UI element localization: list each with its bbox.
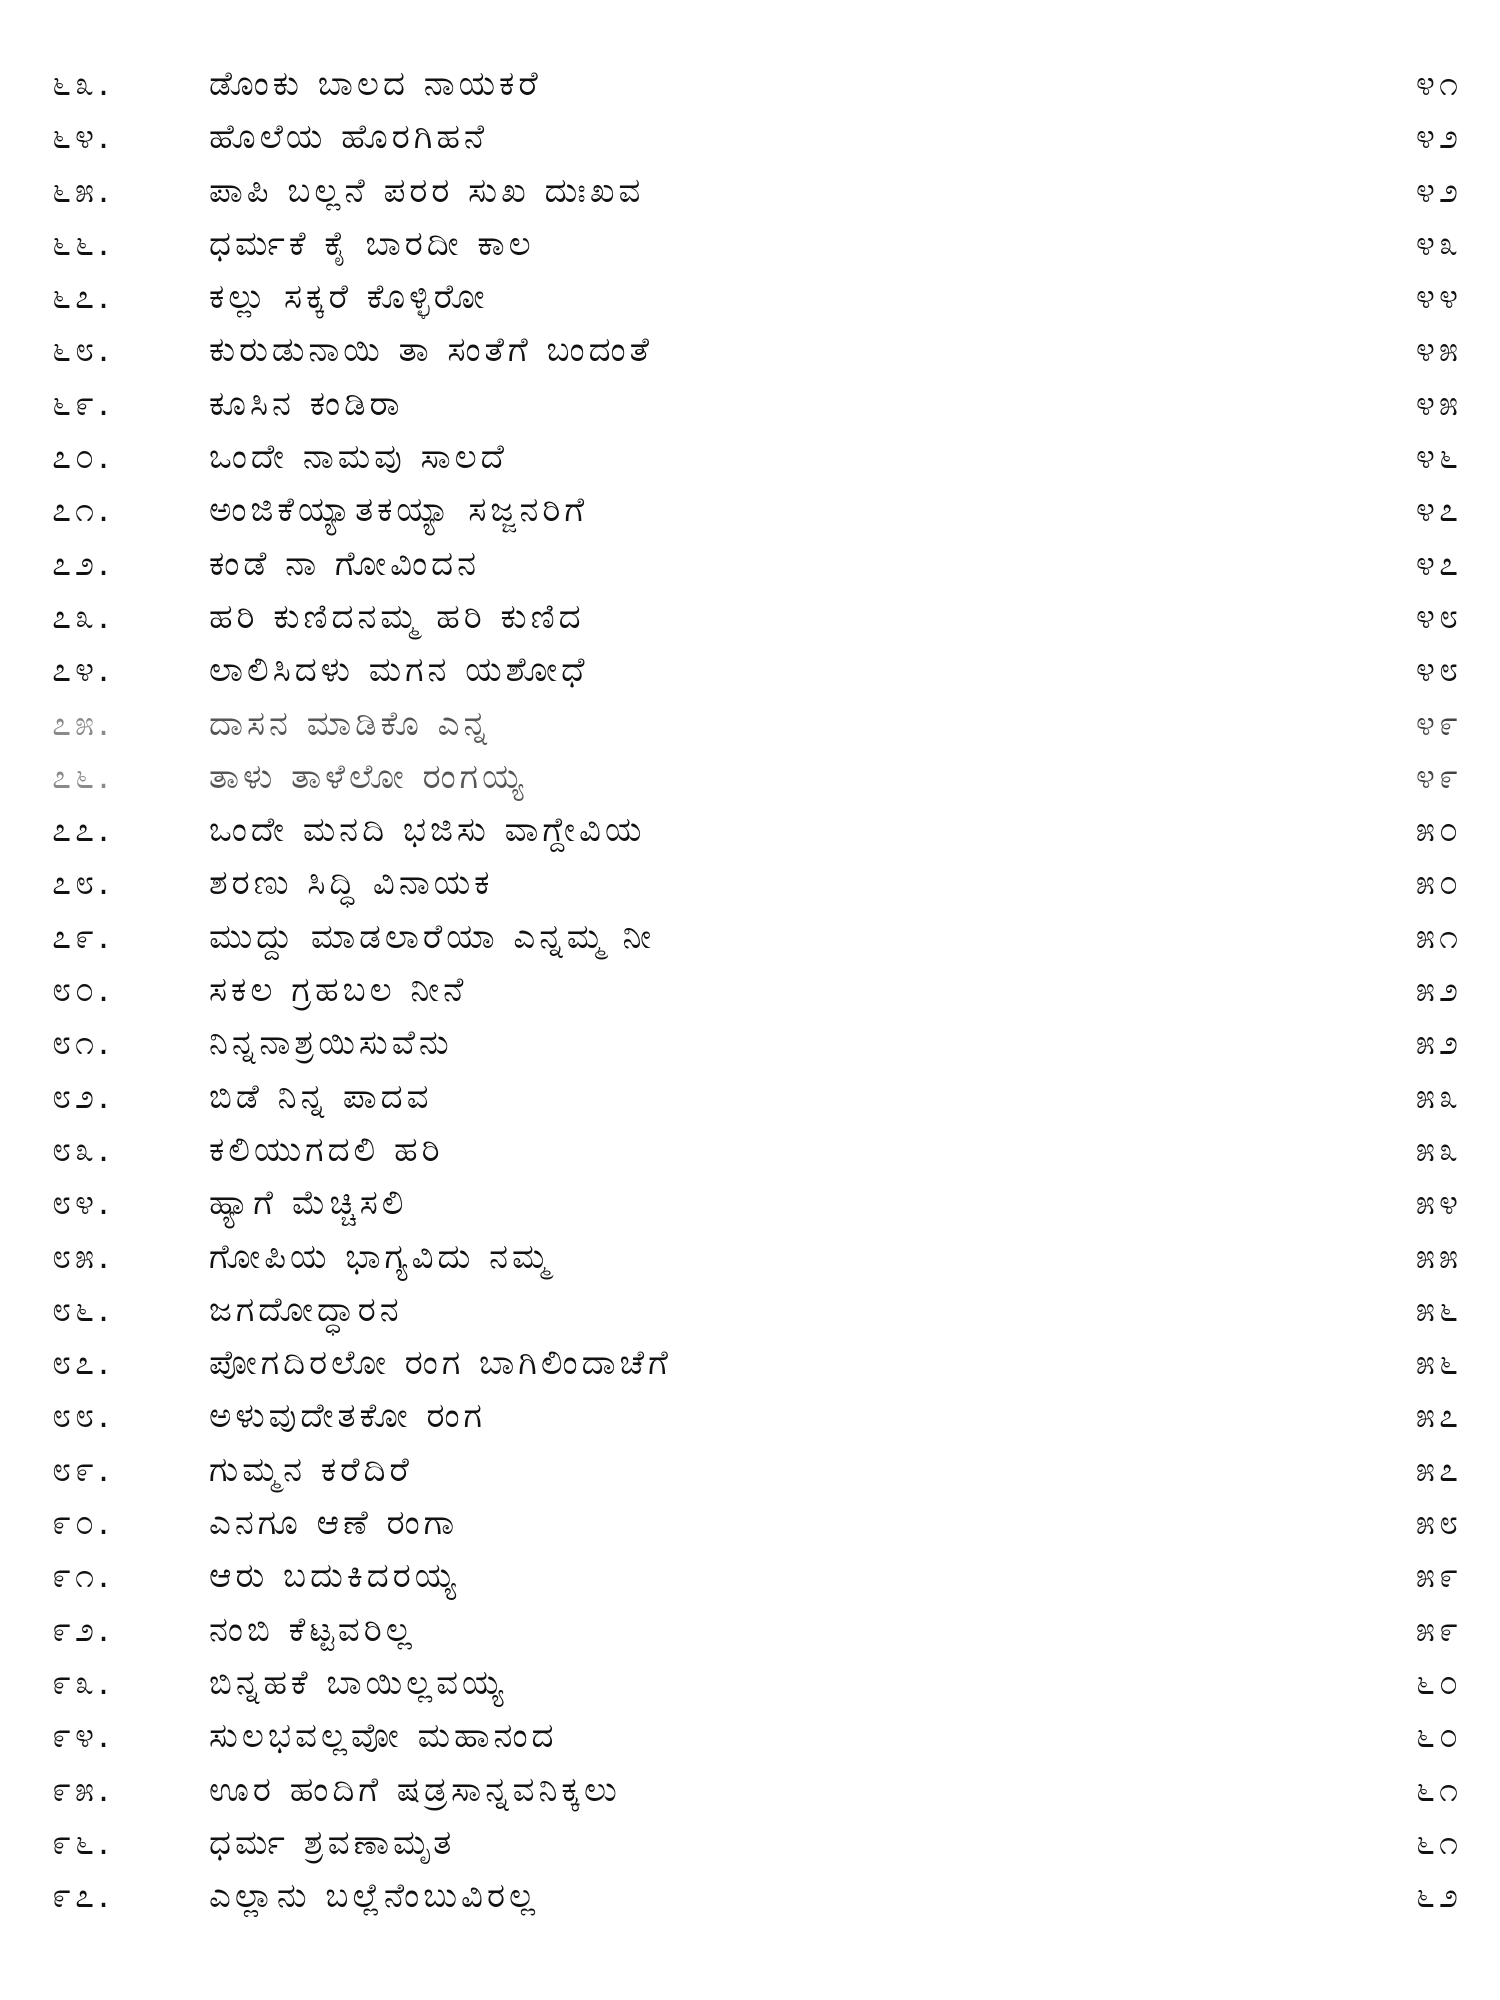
entry-page-number: ೬೧ [1415, 1822, 1462, 1863]
entry-page-number: ೪೯ [1415, 703, 1462, 744]
entry-title: ಕುರುಡುನಾಯಿ ತಾ ಸಂತೆಗೆ ಬಂದಂತೆ [209, 330, 653, 371]
entry-title: ತಾಳು ತಾಳೆಲೋ ರಂಗಯ್ಯ [209, 756, 528, 797]
entry-number: ೬೫. [52, 170, 113, 211]
toc-entry [52, 857, 1462, 910]
toc-entry [52, 538, 1462, 591]
entry-page-number: ೪೬ [1415, 437, 1462, 478]
entry-page-number: ೫೦ [1415, 863, 1462, 904]
toc-entry [52, 484, 1462, 537]
entry-page-number: ೫೫ [1415, 1236, 1462, 1277]
entry-title: ಧರ್ಮ ಶ್ರವಣಾಮೃತ [209, 1822, 456, 1863]
entry-title: ಒಂದೇ ನಾಮವು ಸಾಲದೆ [209, 437, 509, 478]
toc-entry [52, 1017, 1462, 1070]
entry-title: ಪೋಗದಿರಲೋ ರಂಗ ಬಾಗಿಲಿಂದಾಚೆಗೆ [209, 1343, 672, 1384]
entry-number: ೭೮. [52, 863, 113, 904]
toc-entry [52, 644, 1462, 697]
entry-number: ೬೮. [52, 330, 113, 371]
toc-entry [52, 271, 1462, 324]
entry-page-number: ೪೪ [1415, 277, 1462, 318]
entry-page-number: ೫೮ [1415, 1503, 1462, 1544]
entry-page-number: ೫೧ [1415, 916, 1462, 957]
entry-page-number: ೫೦ [1415, 810, 1462, 851]
toc-entry [52, 1550, 1462, 1603]
toc-entry [52, 1817, 1462, 1870]
entry-title: ಗೋಪಿಯ ಭಾಗ್ಯವಿದು ನಮ್ಮ [209, 1236, 553, 1277]
entry-title: ಜಗದೋದ್ಧಾರನ [209, 1289, 403, 1330]
entry-number: ೮೫. [52, 1236, 113, 1277]
entry-number: ೬೯. [52, 383, 113, 424]
toc-entry [52, 911, 1462, 964]
entry-page-number: ೪೭ [1415, 490, 1462, 531]
entry-number: ೭೫. [52, 703, 113, 744]
toc-entry [52, 1497, 1462, 1550]
table-of-contents [52, 58, 1462, 1923]
toc-entry [52, 1870, 1462, 1923]
entry-title: ಕಲಿಯುಗದಲಿ ಹರಿ [209, 1129, 444, 1170]
entry-title: ಬಿನ್ನಹಕೆ ಬಾಯಿಲ್ಲವಯ್ಯ [209, 1662, 508, 1703]
entry-number: ೭೧. [52, 490, 113, 531]
toc-entry [52, 218, 1462, 271]
entry-number: ೯೪. [52, 1716, 113, 1757]
entry-title: ಹೊಲೆಯ ಹೊರಗಿಹನೆ [209, 117, 489, 158]
entry-title: ಒಂದೇ ಮನದಿ ಭಜಿಸು ವಾಗ್ದೇವಿಯ [209, 810, 646, 851]
toc-entry [52, 165, 1462, 218]
entry-number: ೭೬. [52, 756, 113, 797]
toc-entry [52, 1444, 1462, 1497]
entry-title: ಮುದ್ದು ಮಾಡಲಾರೆಯಾ ಎನ್ನಮ್ಮ ನೀ [209, 916, 656, 957]
entry-title: ಆರು ಬದುಕಿದರಯ್ಯ [209, 1556, 460, 1597]
toc-entry [52, 1124, 1462, 1177]
toc-entry [52, 964, 1462, 1017]
entry-page-number: ೫೬ [1415, 1343, 1462, 1384]
entry-page-number: ೫೨ [1415, 1023, 1462, 1064]
entry-number: ೮೦. [52, 970, 113, 1011]
entry-page-number: ೫೬ [1415, 1289, 1462, 1330]
entry-number: ೭೭. [52, 810, 113, 851]
entry-page-number: ೫೩ [1415, 1129, 1462, 1170]
entry-title: ಪಾಪಿ ಬಲ್ಲನೆ ಪರರ ಸುಖ ದುಃಖವ [209, 170, 645, 211]
toc-entry [52, 1177, 1462, 1230]
entry-number: ೮೧. [52, 1023, 113, 1064]
toc-entry [52, 1390, 1462, 1443]
entry-title: ಬಿಡೆ ನಿನ್ನ ಪಾದವ [209, 1076, 433, 1117]
toc-entry [52, 1710, 1462, 1763]
entry-page-number: ೪೮ [1415, 650, 1462, 691]
entry-number: ೯೦. [52, 1503, 113, 1544]
entry-title: ಎಲ್ಲಾನು ಬಲ್ಲೆನೆಂಬುವಿರಲ್ಲ [209, 1876, 540, 1917]
entry-title: ಕಂಡೆ ನಾ ಗೋವಿಂದನ [209, 543, 480, 584]
entry-number: ೭೩. [52, 596, 113, 637]
toc-entry [52, 1337, 1462, 1390]
entry-page-number: ೪೩ [1415, 223, 1462, 264]
toc-entry [52, 111, 1462, 164]
entry-page-number: ೫೭ [1415, 1449, 1462, 1490]
entry-title: ಶರಣು ಸಿದ್ಧಿ ವಿನಾಯಕ [209, 863, 494, 904]
toc-entry [52, 1764, 1462, 1817]
entry-number: ೯೩. [52, 1662, 113, 1703]
toc-entry [52, 378, 1462, 431]
entry-title: ಕಲ್ಲು ಸಕ್ಕರೆ ಕೊಳ್ಳಿರೋ [209, 277, 489, 318]
entry-number: ೯೭. [52, 1876, 113, 1917]
entry-page-number: ೪೧ [1415, 64, 1462, 104]
entry-number: ೭೪. [52, 650, 113, 691]
entry-number: ೬೪. [52, 117, 113, 158]
entry-title: ಅಳುವುದೇತಕೋ ರಂಗ [209, 1396, 486, 1437]
entry-number: ೭೨. [52, 543, 113, 584]
entry-number: ೬೬. [52, 223, 113, 264]
entry-page-number: ೪೮ [1415, 596, 1462, 637]
entry-number: ೮೨. [52, 1076, 113, 1117]
entry-number: ೭೯. [52, 916, 113, 957]
entry-number: ೮೩. [52, 1129, 113, 1170]
entry-page-number: ೪೨ [1415, 170, 1462, 211]
entry-title: ಧರ್ಮಕೆ ಕೈ ಬಾರದೀ ಕಾಲ [209, 223, 535, 264]
entry-number: ೯೫. [52, 1769, 113, 1810]
entry-number: ೮೪. [52, 1183, 113, 1224]
toc-entry [52, 1231, 1462, 1284]
toc-entry [52, 751, 1462, 804]
entry-title: ಗುಮ್ಮನ ಕರೆದಿರೆ [209, 1449, 413, 1490]
entry-page-number: ೫೭ [1415, 1396, 1462, 1437]
entry-title: ನಿನ್ನನಾಶ್ರಯಿಸುವೆನು [209, 1023, 453, 1064]
toc-entry [52, 1657, 1462, 1710]
entry-number: ೬೭. [52, 277, 113, 318]
toc-entry [52, 1284, 1462, 1337]
toc-entry [52, 1071, 1462, 1124]
entry-number: ೮೮. [52, 1396, 113, 1437]
entry-title: ಹ್ಯಾಗೆ ಮೆಚ್ಚಿಸಲಿ [209, 1183, 408, 1224]
entry-title: ನಂಬಿ ಕೆಟ್ಟವರಿಲ್ಲ [209, 1609, 416, 1650]
entry-number: ೮೭. [52, 1343, 113, 1384]
toc-entry [52, 804, 1462, 857]
entry-number: ೯೧. [52, 1556, 113, 1597]
toc-entry [52, 324, 1462, 377]
entry-page-number: ೫೪ [1415, 1183, 1462, 1224]
entry-number: ೬೩. [52, 64, 113, 104]
toc-entry [52, 1604, 1462, 1657]
entry-page-number: ೪೯ [1415, 756, 1462, 797]
entry-title: ದಾಸನ ಮಾಡಿಕೊ ಎನ್ನ [209, 703, 491, 744]
entry-title: ಡೊಂಕು ಬಾಲದ ನಾಯಕರೆ [209, 64, 542, 104]
entry-page-number: ೬೦ [1415, 1716, 1462, 1757]
entry-title: ಅಂಜಿಕೆಯ್ಯಾತಕಯ್ಯಾ ಸಜ್ಜನರಿಗೆ [209, 490, 589, 531]
entry-title: ಸಕಲ ಗ್ರಹಬಲ ನೀನೆ [209, 970, 468, 1011]
entry-page-number: ೫೨ [1415, 970, 1462, 1011]
entry-number: ೯೨. [52, 1609, 113, 1650]
entry-number: ೭೦. [52, 437, 113, 478]
entry-page-number: ೪೫ [1415, 330, 1462, 371]
toc-entry [52, 431, 1462, 484]
entry-page-number: ೬೨ [1415, 1876, 1462, 1917]
entry-number: ೯೬. [52, 1822, 113, 1863]
entry-title: ಲಾಲಿಸಿದಳು ಮಗನ ಯಶೋಧೆ [209, 650, 589, 691]
entry-title: ಊರ ಹಂದಿಗೆ ಷಡ್ರಸಾನ್ನವನಿಕ್ಕಲು [209, 1769, 621, 1810]
entry-title: ಸುಲಭವಲ್ಲವೋ ಮಹಾನಂದ [209, 1716, 558, 1757]
entry-page-number: ೬೦ [1415, 1662, 1462, 1703]
entry-number: ೮೬. [52, 1289, 113, 1330]
toc-entry [52, 698, 1462, 751]
entry-page-number: ೪೫ [1415, 383, 1462, 424]
entry-title: ಕೂಸಿನ ಕಂಡಿರಾ [209, 383, 404, 424]
entry-page-number: ೫೯ [1415, 1609, 1462, 1650]
entry-page-number: ೫೩ [1415, 1076, 1462, 1117]
entry-title: ಎನಗೂ ಆಣೆ ರಂಗಾ [209, 1503, 459, 1544]
entry-number: ೮೯. [52, 1449, 113, 1490]
entry-page-number: ೪೭ [1415, 543, 1462, 584]
entry-page-number: ೪೨ [1415, 117, 1462, 158]
toc-entry [52, 58, 1462, 111]
entry-page-number: ೬೧ [1415, 1769, 1462, 1810]
toc-entry [52, 591, 1462, 644]
entry-page-number: ೫೯ [1415, 1556, 1462, 1597]
entry-title: ಹರಿ ಕುಣಿದನಮ್ಮ ಹರಿ ಕುಣಿದ [209, 596, 585, 637]
